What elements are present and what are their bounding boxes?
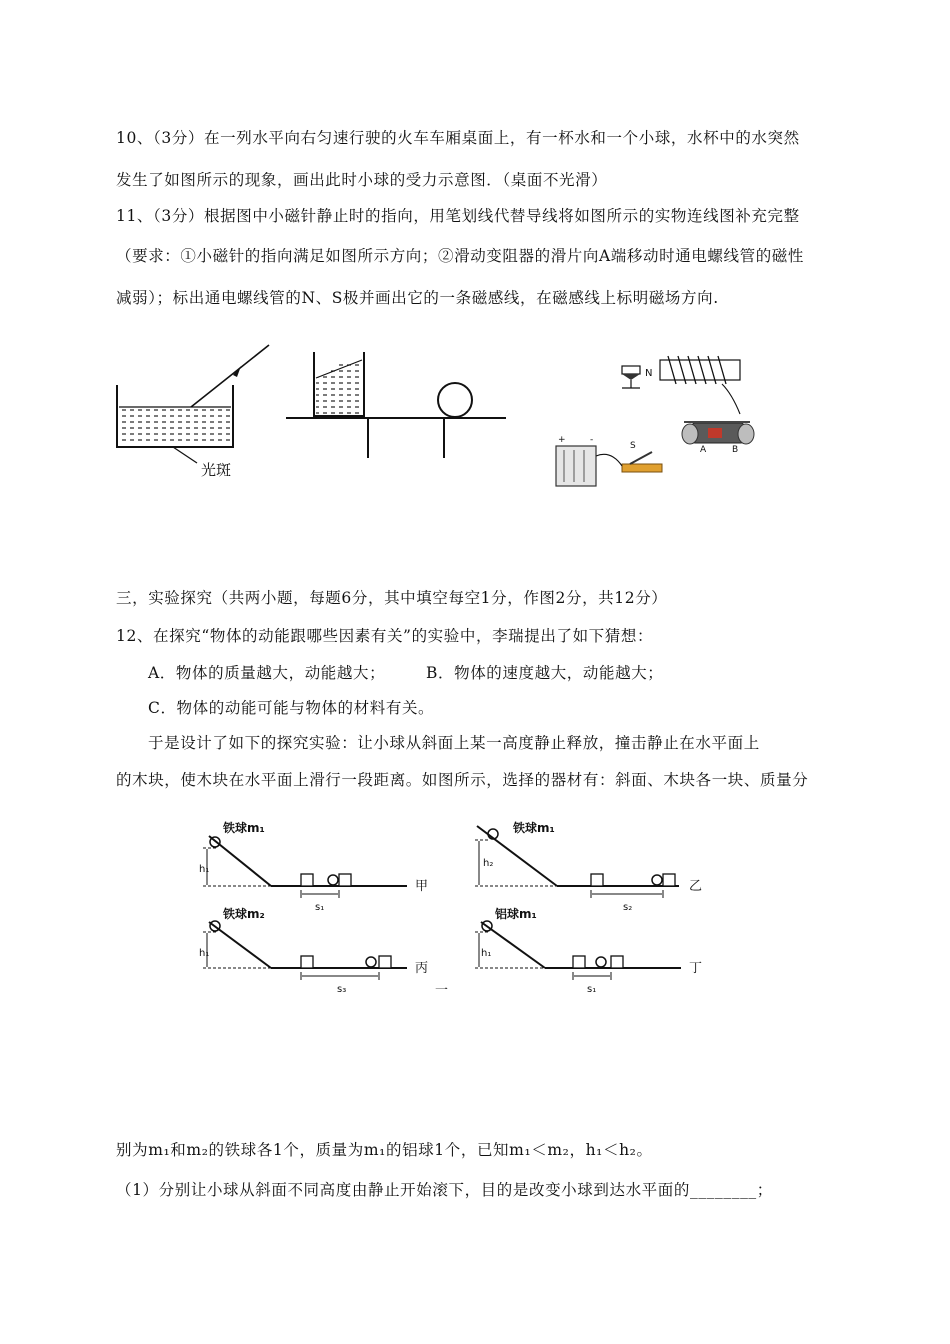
needle-n-label: N	[645, 368, 653, 379]
block-start	[301, 874, 313, 886]
height-label: h₁	[199, 864, 210, 875]
battery-minus-label: -	[590, 435, 594, 445]
light-ray	[191, 345, 269, 407]
slope	[477, 826, 557, 886]
q12-guess-c: C．物体的动能可能与物体的材料有关。	[148, 699, 435, 717]
q12-intro: 12、在探究“物体的动能跟哪些因素有关”的实验中，李瑞提出了如下猜想：	[116, 627, 654, 645]
dist-label: s₁	[587, 984, 597, 995]
block-end	[339, 874, 351, 886]
rheostat-a-label: A	[700, 445, 707, 455]
ball-label: 铁球m₂	[223, 907, 265, 921]
figure-tag: 丙	[415, 961, 429, 976]
block-end	[379, 956, 391, 968]
ball-end	[652, 875, 662, 885]
q12-question1: （1）分别让小球从斜面不同高度由静止开始滚下，目的是改变小球到达水平面的________；	[116, 1181, 773, 1199]
solenoid-circuit-figure	[550, 348, 770, 493]
height-label: h₁	[481, 948, 492, 959]
ball-label: 铁球m₁	[513, 821, 555, 835]
incline-figure-bing	[199, 906, 428, 995]
height-label: h₂	[483, 858, 494, 869]
q12-para2: 的木块，使木块在水平面上滑行一段距离。如图所示，选择的器材有：斜面、木块各一块、质量分	[116, 771, 809, 789]
q11-line2: （要求：①小磁针的指向满足如图所示方向；②滑动变阻器的滑片向A端移动时通电螺线管的磁性	[116, 247, 804, 265]
q12-para1: 于是设计了如下的探究实验：让小球从斜面上某一高度静止释放，撞击静止在水平面上	[148, 734, 760, 752]
q11-line3: 减弱）；标出通电螺线管的N、S极并画出它的一条磁感线，在磁感线上标明磁场方向.	[116, 289, 719, 307]
spot-pointer	[173, 447, 197, 463]
block-start	[591, 874, 603, 886]
battery	[556, 446, 596, 486]
switch-s-label: S	[630, 441, 636, 451]
q11-line1: 11、（3分）根据图中小磁针静止时的指向，用笔划线代替导线将如图所示的实物连线图补充完整	[116, 207, 800, 225]
ball	[438, 383, 472, 417]
figure-tag: 丁	[689, 961, 703, 976]
section3-title: 三，实验探究（共两小题，每题6分，其中填空每空1分，作图2分，共12分）	[116, 589, 668, 607]
solenoid-lead	[722, 384, 740, 414]
slope	[209, 836, 271, 886]
water-fill	[119, 407, 231, 445]
block-end	[611, 956, 623, 968]
figure-dash: 一	[435, 983, 449, 998]
rheostat-slider	[708, 428, 722, 438]
cup-and-ball-figure	[282, 350, 512, 465]
rheostat-end-left	[682, 424, 698, 444]
needle-pointer-icon	[622, 374, 640, 380]
incline-figure-yi	[475, 820, 702, 913]
magnetic-needle	[622, 366, 640, 374]
block-start	[573, 956, 585, 968]
ball-end	[328, 875, 338, 885]
ball-label: 铁球m₁	[223, 821, 265, 835]
q10-line2: 发生了如图所示的现象，画出此时小球的受力示意图．（桌面不光滑）	[116, 171, 608, 189]
ball-end	[596, 957, 606, 967]
dist-label: s₂	[623, 902, 633, 913]
wire-battery-switch	[596, 454, 622, 466]
dist-label: s₁	[315, 902, 325, 913]
light-spot-label: 光斑	[201, 461, 232, 479]
incline-figure-jia	[199, 820, 428, 913]
rheostat-end-right	[738, 424, 754, 444]
battery-plus-label: +	[558, 435, 566, 445]
switch-base	[622, 464, 662, 472]
height-label: h₁	[199, 948, 210, 959]
incline-experiment-figures	[195, 818, 715, 998]
figure-tag: 乙	[689, 879, 703, 894]
block-start	[301, 956, 313, 968]
q12-guess-b: B．物体的速度越大，动能越大；	[426, 664, 664, 682]
ray-arrow-icon	[233, 366, 241, 377]
q12-guess-a: A．物体的质量越大，动能越大；	[148, 664, 386, 682]
dist-label: s₃	[337, 984, 347, 995]
incline-figure-ding	[475, 906, 702, 995]
q12-para3: 别为m₁和m₂的铁球各1个，质量为m₁的铝球1个，已知m₁＜m₂，h₁＜h₂。	[116, 1141, 653, 1159]
ball-end	[366, 957, 376, 967]
switch-lever	[630, 452, 652, 464]
ball-label: 铝球m₁	[495, 907, 537, 921]
light-refraction-figure	[105, 335, 285, 485]
q10-line1: 10、（3分）在一列水平向右匀速行驶的火车车厢桌面上，有一杯水和一个小球，水杯中的水突然	[116, 129, 800, 147]
figure-tag: 甲	[415, 879, 429, 894]
rheostat-b-label: B	[732, 445, 739, 455]
block-end	[663, 874, 675, 886]
